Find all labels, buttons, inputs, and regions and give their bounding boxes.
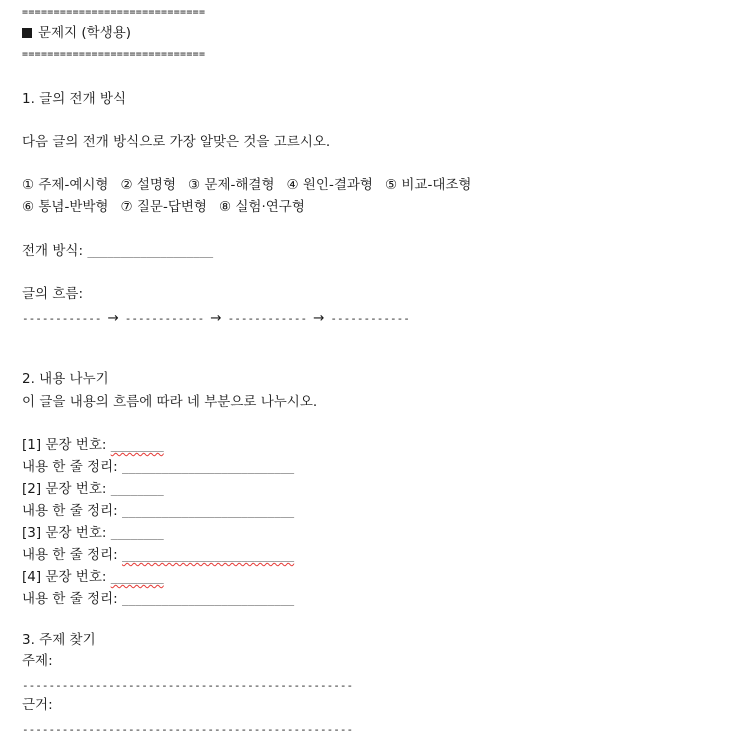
part-4-summary-blank[interactable]: __________________________ bbox=[121, 593, 295, 606]
part-3-summary-blank[interactable]: __________________________ bbox=[121, 549, 295, 562]
option-6: ⑥ 통념-반박형 bbox=[22, 199, 109, 215]
part-2-number-line bbox=[22, 480, 164, 499]
q2-heading: 2. 내용 나누기 bbox=[22, 371, 109, 387]
method-label: 전개 방식: bbox=[22, 243, 84, 259]
option-8: ⑧ 실험·연구형 bbox=[218, 199, 305, 215]
part-1-summary-line bbox=[22, 458, 294, 477]
part-3-number-label: [3] 문장 번호: bbox=[22, 525, 107, 541]
title-text: 문제지 (학생용) bbox=[38, 25, 132, 41]
part-3-summary-label: 내용 한 줄 정리: bbox=[22, 547, 118, 563]
theme-label: 주제: bbox=[22, 653, 53, 669]
part-4-number-label: [4] 문장 번호: bbox=[22, 569, 107, 585]
part-1-number-blank[interactable]: ________ bbox=[110, 439, 164, 452]
part-1-number-line bbox=[22, 436, 164, 455]
flow-blank-2[interactable]: ------------ bbox=[124, 312, 205, 325]
part-3-number-blank[interactable]: ________ bbox=[110, 527, 164, 540]
flow-blank-4[interactable]: ------------ bbox=[330, 312, 410, 325]
option-5: ⑤ 비교-대조형 bbox=[384, 177, 472, 193]
part-4-summary-label: 내용 한 줄 정리: bbox=[22, 591, 118, 607]
theme-blank[interactable]: -------------------------------------------------- bbox=[22, 679, 354, 692]
part-4-summary-line bbox=[22, 590, 294, 609]
arrow-icon: → bbox=[210, 310, 222, 326]
black-square-icon bbox=[22, 28, 32, 38]
option-3: ③ 문제-해결형 bbox=[188, 177, 275, 193]
q3-heading: 3. 주제 찾기 bbox=[22, 632, 96, 648]
header-rule-bottom: ============================= bbox=[22, 49, 206, 60]
part-4-number-blank[interactable]: ________ bbox=[110, 571, 164, 584]
option-2: ② 설명형 bbox=[120, 177, 177, 193]
evidence-label: 근거: bbox=[22, 697, 53, 713]
part-2-number-blank[interactable]: ________ bbox=[110, 483, 164, 496]
part-1-summary-label: 내용 한 줄 정리: bbox=[22, 459, 118, 475]
option-7: ⑦ 질문-답변형 bbox=[120, 199, 207, 215]
part-1-number-label: [1] 문장 번호: bbox=[22, 437, 107, 453]
flow-blank-1[interactable]: ------------ bbox=[22, 312, 102, 325]
part-2-number-label: [2] 문장 번호: bbox=[22, 481, 107, 497]
q1-instruction: 다음 글의 전개 방식으로 가장 알맞은 것을 고르시오. bbox=[22, 134, 331, 150]
arrow-icon: → bbox=[107, 310, 119, 326]
q2-instruction: 이 글을 내용의 흐름에 따라 네 부분으로 나누시오. bbox=[22, 394, 318, 410]
worksheet-title bbox=[22, 24, 131, 42]
q1-heading: 1. 글의 전개 방식 bbox=[22, 91, 126, 107]
option-4: ④ 원인-결과형 bbox=[286, 177, 373, 193]
option-1: ① 주제-예시형 bbox=[22, 177, 109, 193]
flow-blank-3[interactable]: ------------ bbox=[227, 312, 308, 325]
method-line bbox=[22, 242, 213, 261]
evidence-blank[interactable]: -------------------------------------------------- bbox=[22, 723, 354, 736]
part-2-summary-blank[interactable]: __________________________ bbox=[121, 505, 295, 518]
flow-label: 글의 흐름: bbox=[22, 286, 84, 302]
part-1-summary-blank[interactable]: __________________________ bbox=[121, 461, 295, 474]
part-4-number-line bbox=[22, 568, 164, 587]
worksheet-page bbox=[22, 0, 722, 746]
part-3-number-line bbox=[22, 524, 164, 543]
flow-line bbox=[22, 309, 410, 328]
part-3-summary-line bbox=[22, 546, 294, 565]
part-2-summary-line bbox=[22, 502, 294, 521]
arrow-icon: → bbox=[313, 310, 325, 326]
method-blank[interactable]: ___________________ bbox=[87, 245, 214, 258]
header-rule-top: ============================= bbox=[22, 7, 206, 18]
q1-options-row-2 bbox=[22, 198, 305, 216]
q1-options-row-1 bbox=[22, 176, 471, 194]
part-2-summary-label: 내용 한 줄 정리: bbox=[22, 503, 118, 519]
